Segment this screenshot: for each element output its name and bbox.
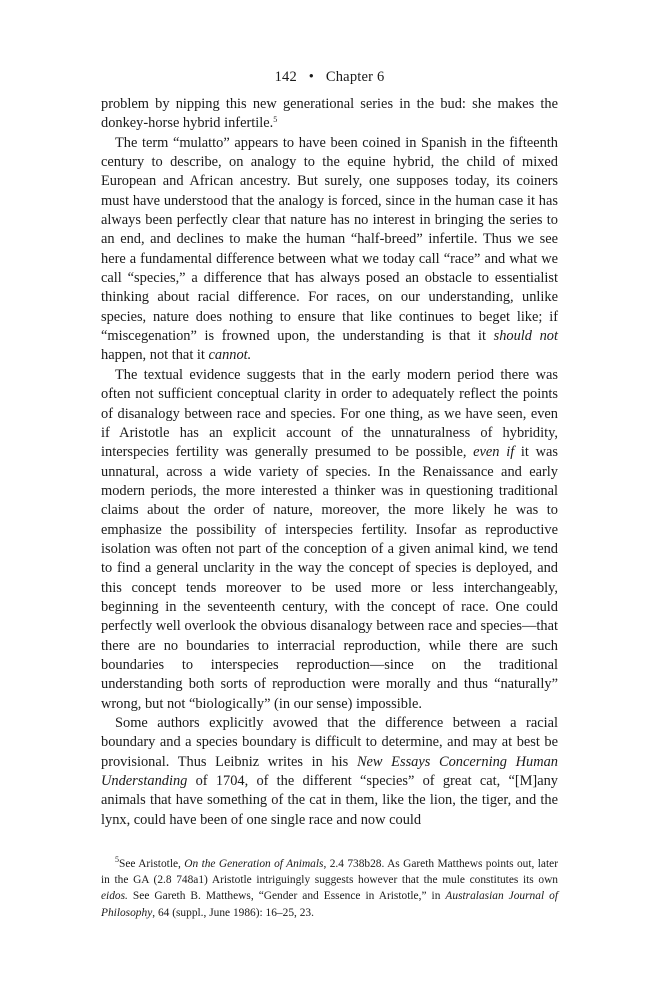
- text-run: problem by nipping this new generational series in the bud: she makes the donkey-horse hybrid infertile.: [101, 96, 558, 132]
- italic-text: cannot.: [208, 347, 252, 364]
- italic-text: New Essays Concerning Human Understanding: [101, 753, 558, 790]
- text-run: of 1704, of the different “species” of great cat, “[M]any animals that have something of the cat in them, like the lion, the tiger, and the lynx, could have been of one single race and now could: [101, 773, 558, 828]
- italic-text: even if: [473, 444, 515, 461]
- text-run: , 2.4 738b28. As Gareth Matthews points out, later in the GA (2.8 748a1) Aristotle intriguingly suggests however that the mule constitutes its own: [101, 858, 558, 887]
- footnote-marker: 5: [115, 855, 119, 865]
- text-run: See Aristotle,: [119, 858, 185, 871]
- chapter-title: Chapter 6: [325, 69, 385, 85]
- footnote-marker: 5: [273, 115, 278, 125]
- header-separator: •: [308, 69, 315, 85]
- footnote: [101, 856, 558, 921]
- text-run: it was unnatural, across a wide variety of species. In the Renaissance and early modern periods, the more interested a thinker was in questioning traditional claims about the order of nature, moreover, the more likely he was to emphasize the possibility of interspecies fertility. Insofar as reproductive isolation was often not part of the conception of a given animal kind, we tend to find a general unclarity in the way the concept of species is deployed, and this concept tends moreover to be used more or less interchangeably, beginning in the seventeenth century, with the concept of race. One could perfectly well overlook the obvious disanalogy between race and species—that there are no boundaries to interracial reproduction, while there are such boundaries to interspecies reproduction—since on the traditional understanding both sorts of reproduction were morally and thus “naturally” wrong, but not “biologically” (in our sense) impossible.: [101, 444, 558, 712]
- body-paragraph: [101, 366, 558, 714]
- running-head: [101, 68, 558, 86]
- page-number: 142: [274, 69, 297, 85]
- text-run: happen, not that it: [101, 347, 209, 364]
- body-paragraph: [101, 95, 558, 134]
- body-paragraph: [101, 134, 558, 366]
- text-run: , 64 (suppl., June 1986): 16–25, 23.: [152, 906, 314, 919]
- body-paragraph: [101, 714, 558, 830]
- text-run: Some authors explicitly avowed that the difference between a racial boundary and a species boundary is difficult to determine, and may at best be provisional. Thus Leibniz writes in his: [101, 715, 558, 770]
- italic-text: On the Generation of Animals: [184, 858, 324, 871]
- italic-text: eidos.: [101, 890, 128, 903]
- text-run: See Gareth B. Matthews, “Gender and Essence in Aristotle,” in: [127, 890, 446, 903]
- footnotes: [101, 856, 558, 921]
- italic-text: Australasian Journal of Philosophy: [101, 890, 558, 919]
- text-run: The textual evidence suggests that in the early modern period there was often not sufficient conceptual clarity in order to adequately reflect the points of disanalogy between race and species. For one thing, as we have seen, even if Aristotle has an explicit account of the unnaturalness of hybridity, interspecies fertility was generally presumed to be possible,: [101, 366, 558, 461]
- italic-text: should not: [493, 328, 559, 345]
- text-run: The term “mulatto” appears to have been coined in Spanish in the fifteenth century to describe, on analogy to the equine hybrid, the child of mixed European and African ancestry. But surely, one supposes today, its coiners must have understood that the analogy is forced, since in the human case it has always been perfectly clear that nature has no interest in bringing the series to an end, and declines to make the human “half-breed” infertile. Thus we see here a fundamental difference between what we today call “race” and what we call “species,” a difference that has always posed an obstacle to essentialist thinking about racial difference. For races, on our understanding, unlike species, nature does nothing to ensure that like continues to beget like; if “miscegenation” is frowned upon, the understanding is that it: [101, 134, 558, 345]
- body-text: [101, 95, 558, 830]
